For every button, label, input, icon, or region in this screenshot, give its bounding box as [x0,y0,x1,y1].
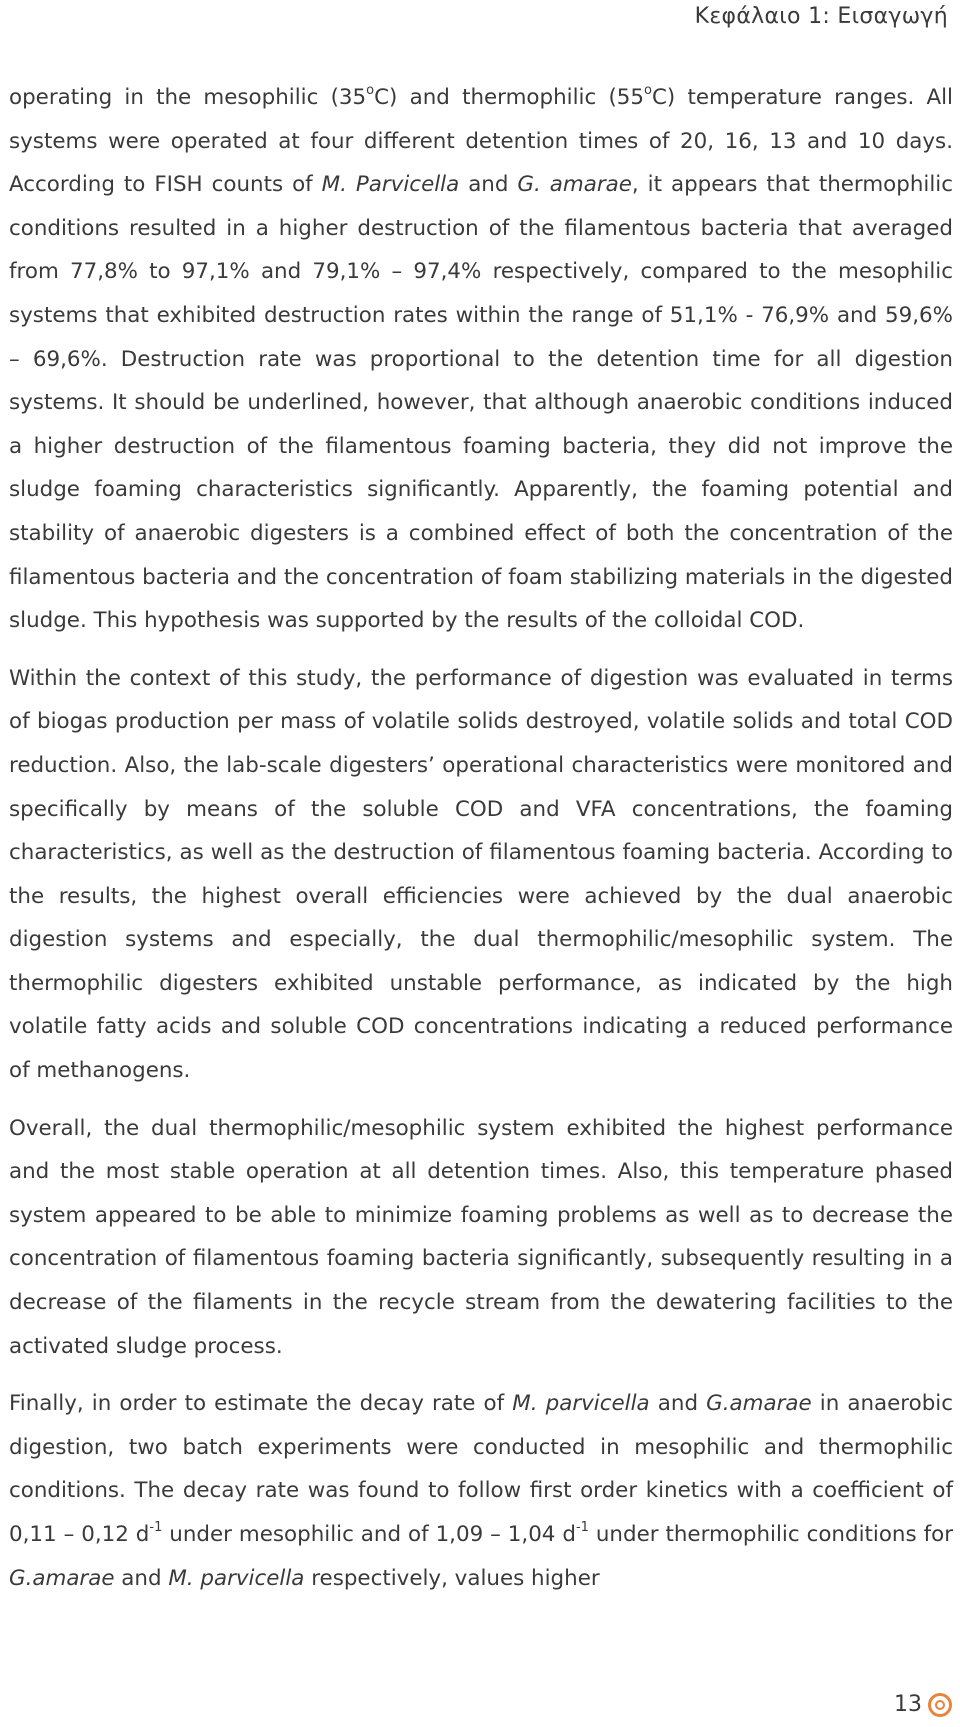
text-run: C) and thermophilic (55 [374,85,645,110]
paragraph [9,76,953,643]
text-run: and [114,1565,169,1591]
italic-text: M. Parvicella [321,172,460,198]
paragraph [9,1107,953,1369]
text-run: operating in the mesophilic (35 [9,85,367,110]
text-run: and [459,172,518,198]
text-run: under mesophilic and of 1,09 – 1,04 d [162,1522,576,1547]
document-body [9,76,953,1614]
page-number: 13 [894,1692,922,1717]
italic-text: G. amarae [517,172,632,198]
superscript: -1 [149,1519,163,1535]
text-run: Finally, in order to estimate the decay rate of [9,1391,513,1417]
text-run: Overall, the dual thermophilic/mesophilic system exhibited the highest performance and the most stable operation at all detention times. Also, this temperature phased system appeared to be able to minimize foaming problems as well as to decrease the concentration of filamentous foaming bacteria significantly, subsequently resulting in a decrease of the filaments in the recycle stream from the dewatering facilities to the activated sludge process. [9,1115,953,1359]
text-run: under thermophilic conditions for [588,1522,953,1547]
chapter-header: Κεφάλαιο 1: Εισαγωγή [694,4,948,29]
concentric-circles-icon [928,1693,952,1717]
italic-text: G.amarae [706,1391,812,1417]
italic-text: G.amarae [9,1565,115,1591]
superscript: o [366,82,375,98]
text-run: respectively, values higher [304,1565,600,1591]
italic-text: M. parvicella [512,1391,650,1417]
text-run: in anaerobic digestion, two batch experiments were conducted in mesophilic and thermophilic conditions. The decay rate was found to follow first order kinetics with a coefficient of 0,11 – 0,12 d [9,1391,953,1547]
paragraph [9,1382,953,1600]
superscript: -1 [575,1519,589,1535]
page-footer [894,1692,952,1717]
superscript: o [644,82,652,98]
italic-text: M. parvicella [168,1565,305,1591]
text-run: and [649,1391,707,1417]
paragraph [9,657,953,1093]
text-run: C) temperature ranges. All systems were operated at four different detention times of 20, 16, 13 and 10 days. According to FISH counts of [9,85,954,198]
text-run: , it appears that thermophilic conditions resulted in a higher destruction of the filamentous bacteria that averaged from 77,8% to 97,1% and 79,1% – 97,4% respectively, compared to the mesophilic systems that exhibited destruction rates within the range of 51,1% - 76,9% and 59,6% – 69,6%. Destruction rate was proportional to the detention time for all digestion systems. It should be underlined, however, that although anaerobic conditions induced a higher destruction of the filamentous foaming bacteria, they did not improve the sludge foaming characteristics significantly. Apparently, the foaming potential and stability of anaerobic digesters is a combined effect of both the concentration of the filamentous bacteria and the concentration of foam stabilizing materials in the digested sludge. This hypothesis was supported by the results of the colloidal COD. [9,172,953,634]
text-run: Within the context of this study, the performance of digestion was evaluated in terms of biogas production per mass of volatile solids destroyed, volatile solids and total COD reduction. Also, the lab-scale digesters’ operational characteristics were monitored and specifically by means of the soluble COD and VFA concentrations, the foaming characteristics, as well as the destruction of filamentous foaming bacteria. According to the results, the highest overall efficiencies were achieved by the dual anaerobic digestion systems and especially, the dual thermophilic/mesophilic system. The thermophilic digesters exhibited unstable performance, as indicated by the high volatile fatty acids and soluble COD concentrations indicating a reduced performance of methanogens. [9,665,953,1084]
